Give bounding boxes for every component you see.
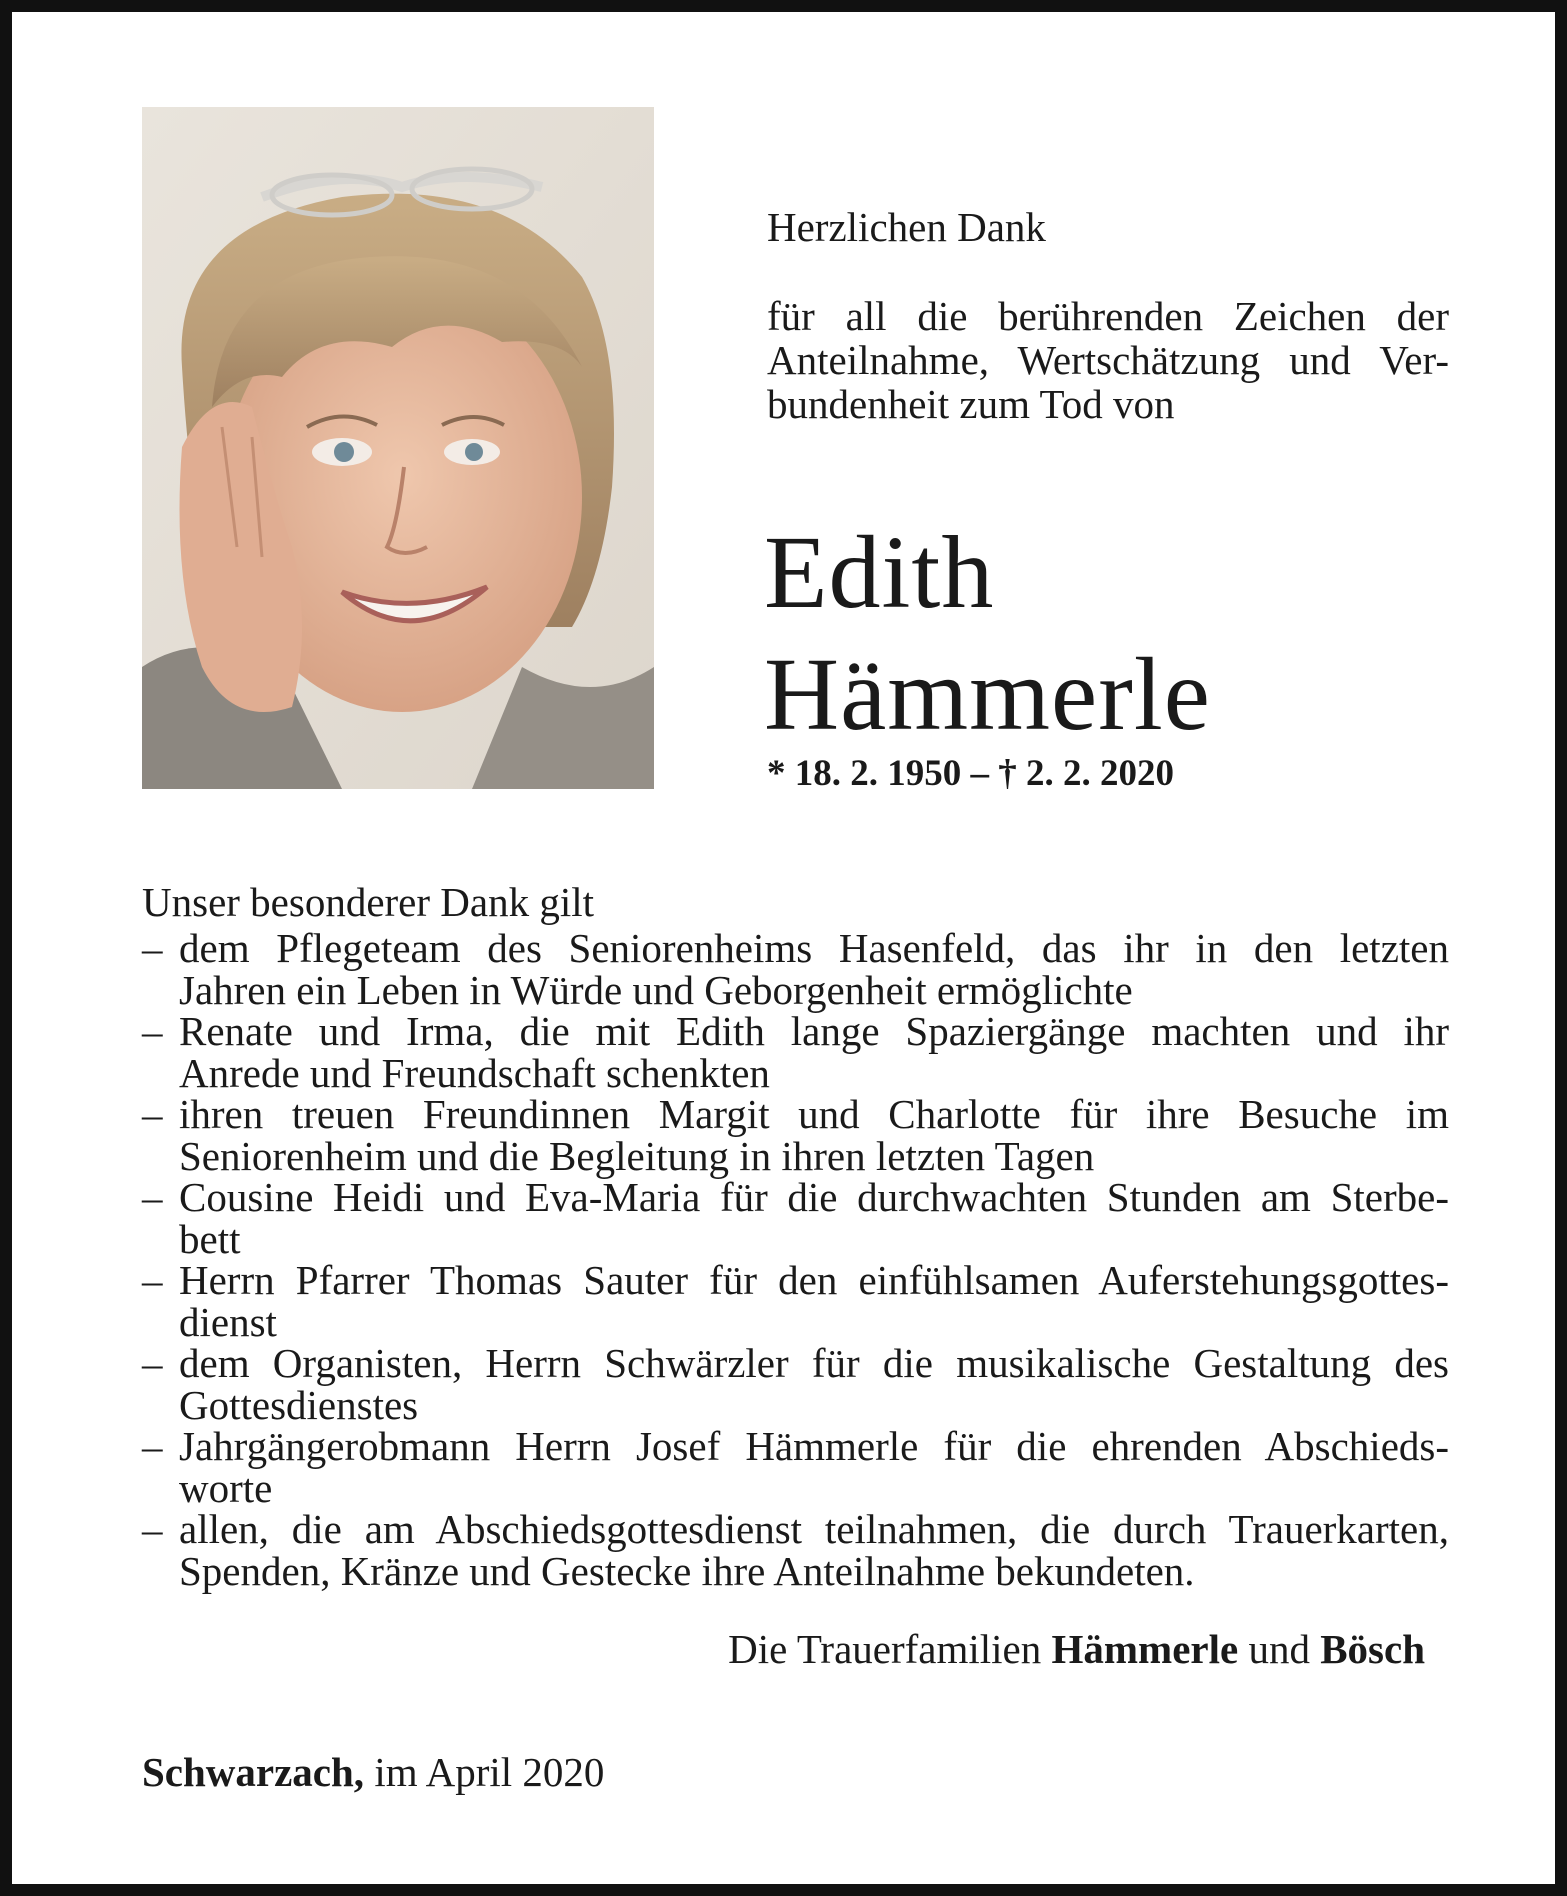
list-item-line: dem Organisten, Herrn Schwärzler für die musikalische Gestaltung des xyxy=(179,1340,1449,1386)
intro-text xyxy=(767,202,1449,426)
thanks-line: für all die berührenden Zeichen der xyxy=(767,293,1449,339)
list-item-line: dienst xyxy=(179,1298,277,1345)
list-item xyxy=(142,1008,1449,1096)
dash-bullet: – xyxy=(142,1257,163,1303)
portrait-photo xyxy=(142,107,654,789)
list-item xyxy=(142,1340,1449,1428)
dash-bullet: – xyxy=(142,1423,163,1469)
list-item xyxy=(142,1174,1449,1262)
deceased-name xyxy=(764,512,1464,756)
dash-bullet: – xyxy=(142,1506,163,1552)
dash-bullet: – xyxy=(142,1008,163,1054)
thanks-line: Anteilnahme, Wertschätzung und Ver- xyxy=(767,337,1449,383)
place-date xyxy=(142,1747,604,1797)
date-text: im April 2020 xyxy=(374,1749,605,1795)
dash-bullet: – xyxy=(142,1174,163,1220)
list-item-line: bett xyxy=(179,1215,241,1262)
list-item xyxy=(142,1091,1449,1179)
list-item-line: ihren treuen Freundinnen Margit und Charlotte für ihre Besuche im xyxy=(179,1091,1449,1137)
list-item xyxy=(142,1257,1449,1345)
list-item-line: Renate und Irma, die mit Edith lange Spaziergänge machten und ihr xyxy=(179,1008,1449,1054)
list-item-line: Seniorenheim und die Begleitung in ihren letzten Tagen xyxy=(179,1132,1095,1179)
dash-bullet: – xyxy=(142,925,163,971)
list-item-line: allen, die am Abschiedsgottesdienst teilnahmen, die durch Trauerkarten, xyxy=(179,1506,1449,1552)
thanks-line: bundenheit zum Tod von xyxy=(767,381,1175,427)
place-name: Schwarzach, xyxy=(142,1749,365,1795)
list-item-line: Jahren ein Leben in Würde und Geborgenheit ermöglichte xyxy=(179,966,1133,1013)
list-item-line: dem Pflegeteam des Seniorenheims Hasenfeld, das ihr in den letzten xyxy=(179,925,1449,971)
thanks-list xyxy=(142,925,1449,1594)
list-item xyxy=(142,1506,1449,1594)
list-item-line: worte xyxy=(179,1464,273,1511)
list-item xyxy=(142,925,1449,1013)
dash-bullet: – xyxy=(142,1091,163,1137)
special-thanks xyxy=(142,880,1449,1592)
signoff-connector: und xyxy=(1248,1626,1310,1672)
signoff-prefix: Die Trauerfamilien xyxy=(728,1626,1042,1672)
list-item-line: Cousine Heidi und Eva-Maria für die durchwachten Stunden am Sterbe- xyxy=(179,1174,1449,1220)
first-name: Edith xyxy=(764,515,995,630)
special-thanks-heading: Unser besonderer Dank gilt xyxy=(142,879,595,925)
life-dates: * 18. 2. 1950 – † 2. 2. 2020 xyxy=(767,753,1174,794)
family-name-1: Hämmerle xyxy=(1051,1626,1239,1672)
dash-bullet: – xyxy=(142,1340,163,1386)
list-item-line: Anrede und Freundschaft schenkten xyxy=(179,1049,770,1096)
thanks-paragraph xyxy=(767,294,1449,426)
family-name-2: Bösch xyxy=(1320,1626,1425,1672)
list-item-line: Gottesdienstes xyxy=(179,1381,419,1428)
portrait-illustration xyxy=(142,107,654,789)
thanks-heading: Herzlichen Dank xyxy=(767,204,1046,250)
list-item-line: Spenden, Kränze und Gestecke ihre Anteilnahme bekundeten. xyxy=(179,1547,1195,1594)
list-item-line: Herrn Pfarrer Thomas Sauter für den einfühlsamen Auferstehungsgottes- xyxy=(179,1257,1449,1303)
last-name: Hämmerle xyxy=(764,637,1211,752)
family-signoff xyxy=(728,1624,1425,1674)
list-item-line: Jahrgängerobmann Herrn Josef Hämmerle für die ehrenden Abschieds- xyxy=(179,1423,1449,1469)
list-item xyxy=(142,1423,1449,1511)
